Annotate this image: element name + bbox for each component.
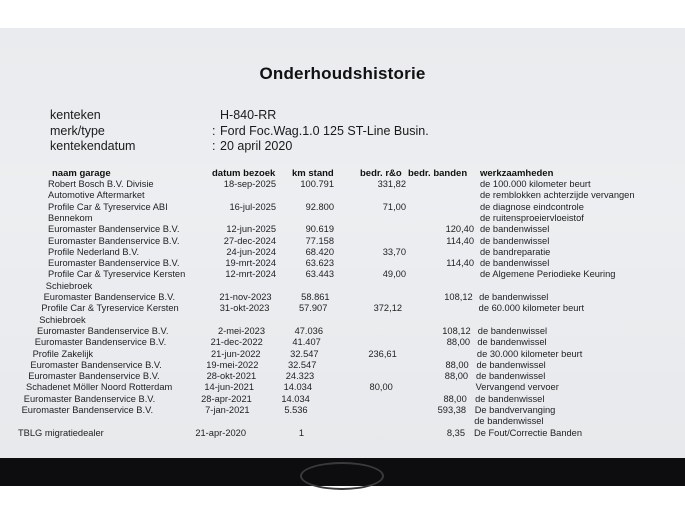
table-row (0, 428, 685, 439)
meta-colon: : (212, 139, 216, 153)
table-row (0, 360, 685, 371)
cell-km: 63.443 (305, 269, 334, 280)
cell-date: 31-okt-2023 (219, 303, 270, 314)
cell-band: 114,40 (446, 235, 474, 246)
cell-work: Vervangend vervoer (475, 382, 559, 393)
cell-work: de diagnose eindcontrole (480, 201, 584, 212)
table-row (0, 179, 685, 190)
cell-band: 88,00 (443, 393, 467, 404)
cell-garage: Euromaster Bandenservice B.V. (43, 292, 176, 302)
cell-date: 7-jan-2021 (205, 405, 250, 415)
table-row (0, 416, 685, 427)
cell-date: 12-mrt-2024 (225, 269, 276, 280)
cell-band: 114,40 (446, 258, 474, 269)
cell-garage: Profile Nederland B.V. (48, 246, 140, 257)
table-row (0, 337, 685, 348)
cell-garage: Euromaster Bandenservice B.V. (48, 224, 180, 235)
cell-ro: 80,00 (369, 382, 393, 393)
cell-work: De Fout/Correctie Banden (474, 427, 583, 438)
cell-band: 88,00 (444, 371, 469, 382)
cell-km: 68.420 (305, 246, 334, 257)
cell-date: 19-mrt-2024 (225, 258, 276, 269)
cell-work: de bandenwissel (476, 371, 546, 382)
table-row (0, 247, 685, 258)
cell-garage: Euromaster Bandenservice B.V. (28, 371, 160, 382)
cell-date: 21-jun-2022 (210, 348, 261, 359)
cell-date: 14-jun-2021 (204, 382, 254, 393)
table-row (0, 190, 685, 201)
cell-garage: Euromaster Bandenservice B.V. (48, 258, 180, 269)
meta-label-kenteken: kenteken (50, 108, 101, 122)
cell-band: 108,12 (442, 325, 471, 336)
table-row (0, 258, 685, 269)
meta-label-merk-type: merk/type (50, 124, 105, 138)
table-row (0, 405, 685, 416)
cell-ro: 331,82 (377, 179, 406, 189)
cell-date: 27-dec-2024 (223, 235, 276, 246)
cell-band: 88,00 (446, 337, 471, 348)
cell-garage: Profile Car & Tyreservice Kersten (48, 269, 186, 280)
cell-band: 108,12 (444, 292, 473, 302)
cell-ro: 33,70 (382, 246, 406, 257)
table-row (0, 326, 685, 337)
cell-band: 120,40 (445, 224, 474, 235)
cell-date: 24-jun-2024 (226, 246, 276, 257)
meta-label-kentekendatum: kentekendatum (50, 139, 136, 153)
cell-work: de ruitensproeiervloeistof (480, 212, 584, 223)
cell-garage: Schadenet Möller Noord Rotterdam (26, 382, 173, 393)
cell-work: de bandenwissel (476, 359, 546, 370)
cell-garage: Euromaster Bandenservice B.V. (34, 337, 167, 348)
cell-work: de bandenwissel (475, 393, 545, 404)
table-row (0, 394, 685, 405)
header-date: datum bezoek (212, 168, 276, 179)
cell-km: 47.036 (294, 325, 323, 336)
cell-km: 1 (298, 427, 304, 438)
cell-work: de 30.000 kilometer beurt (476, 348, 583, 359)
cell-garage: Profile Zakelijk (32, 348, 94, 359)
cell-work: de bandenwissel (477, 337, 547, 348)
header-garage: naam garage (52, 168, 111, 179)
cell-date: 2-mei-2023 (217, 325, 265, 336)
table-row (0, 224, 685, 235)
cell-garage: Euromaster Bandenservice B.V. (30, 359, 162, 370)
cell-garage: Profile Car & Tyreservice ABI (48, 201, 168, 212)
table-row (0, 292, 685, 303)
cell-garage: Euromaster Bandenservice B.V. (37, 325, 169, 336)
cell-date: 18-sep-2025 (223, 179, 276, 189)
logo-watermark (300, 462, 384, 490)
cell-km: 14.034 (283, 382, 312, 393)
table-row (0, 269, 685, 280)
cell-km: 41.407 (292, 337, 321, 348)
header-banden: bedr. banden (408, 168, 468, 179)
cell-work: de bandenwissel (480, 224, 550, 235)
cell-date: 28-apr-2021 (201, 393, 252, 404)
meta-value-kentekendatum: 20 april 2020 (220, 139, 293, 153)
cell-ro: 236,61 (368, 348, 397, 359)
cell-km: 63.623 (305, 258, 334, 269)
cell-work: de 60.000 kilometer beurt (478, 303, 585, 314)
cell-work: de Algemene Periodieke Keuring (480, 269, 616, 280)
cell-garage: Euromaster Bandenservice B.V. (21, 405, 154, 415)
cell-garage: TBLG migratiedealer (18, 427, 104, 438)
cell-garage: Profile Car & Tyreservice Kersten (41, 303, 179, 314)
cell-km: 100.791 (300, 179, 334, 189)
cell-garage: Automotive Aftermarket (48, 190, 145, 201)
page-title: Onderhoudshistorie (259, 64, 426, 83)
cell-work: de bandreparatie (480, 246, 551, 257)
table-row (0, 202, 685, 213)
cell-km: 90.619 (305, 224, 334, 235)
table-row (0, 236, 685, 247)
cell-km: 5.536 (284, 405, 308, 415)
cell-ro: 49,00 (382, 269, 406, 280)
table-row (0, 315, 685, 326)
cell-km: 58.861 (301, 292, 330, 302)
cell-work: de bandenwissel (480, 235, 550, 246)
table-row (0, 382, 685, 393)
header-werkzaamheden: werkzaamheden (480, 168, 554, 179)
meta-value-kenteken: H-840-RR (220, 108, 277, 122)
cell-date: 12-jun-2025 (226, 224, 276, 235)
cell-date: 21-nov-2023 (219, 292, 272, 302)
cell-garage: Schiebroek (45, 280, 93, 291)
header-ro: bedr. r&o (360, 168, 402, 179)
table-row (0, 303, 685, 314)
table-row (0, 213, 685, 224)
cell-km: 77.158 (305, 235, 334, 246)
cell-garage: Euromaster Bandenservice B.V. (23, 393, 156, 404)
cell-band: 88,00 (445, 359, 469, 370)
cell-date: 21-dec-2022 (210, 337, 263, 348)
cell-work: de bandenwissel (477, 325, 548, 336)
cell-date: 16-jul-2025 (229, 201, 276, 212)
table-row (0, 349, 685, 360)
header-km: km stand (292, 168, 334, 179)
cell-garage: Euromaster Bandenservice B.V. (48, 235, 180, 246)
cell-garage: Robert Bosch B.V. Divisie (48, 179, 154, 189)
cell-band: 8,35 (446, 427, 465, 438)
cell-km: 32.547 (287, 359, 317, 370)
cell-date: 21-apr-2020 (195, 427, 246, 438)
cell-work: de 100.000 kilometer beurt (480, 179, 591, 189)
table-row (0, 281, 685, 292)
cell-band: 593,38 (437, 405, 467, 415)
cell-work: De bandvervanging (474, 405, 556, 415)
cell-km: 32.547 (290, 348, 319, 359)
cell-date: 28-okt-2021 (206, 371, 257, 382)
cell-work: de remblokken achterzijde vervangen (480, 190, 635, 201)
cell-date: 19-mei-2022 (206, 359, 259, 370)
cell-km: 14.034 (281, 393, 310, 404)
cell-work: de bandenwissel (474, 416, 544, 427)
table-row (0, 371, 685, 382)
cell-km: 92.800 (305, 201, 334, 212)
cell-garage: Bennekom (48, 212, 93, 223)
cell-km: 24.323 (285, 371, 315, 382)
cell-work: de bandenwissel (479, 292, 549, 302)
cell-km: 57.907 (298, 303, 328, 314)
meta-colon: : (212, 124, 216, 138)
cell-garage: Schiebroek (39, 314, 86, 325)
cell-work: de bandenwissel (480, 258, 550, 269)
cell-ro: 372,12 (373, 303, 403, 314)
meta-value-merk-type: Ford Foc.Wag.1.0 125 ST-Line Busin. (220, 124, 429, 138)
cell-ro: 71,00 (382, 201, 406, 212)
